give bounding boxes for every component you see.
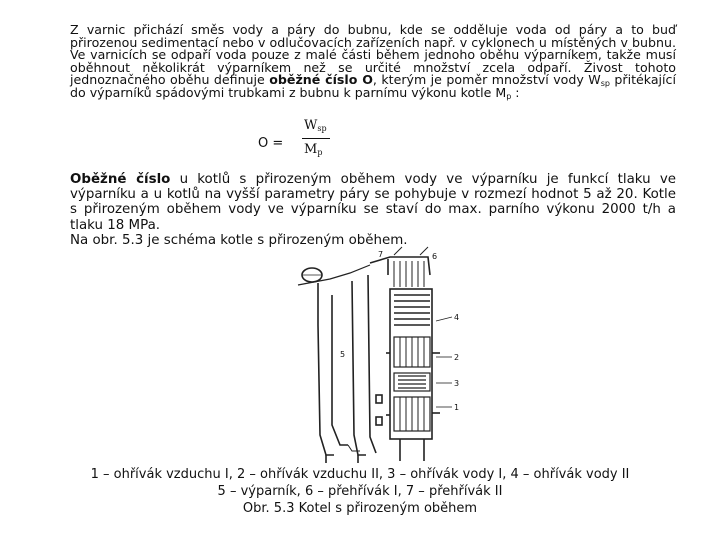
economizer-ii [394, 295, 430, 325]
formula-denominator: $M_p$ [304, 142, 323, 157]
intro-text: Z varnic přichází směs vody a páry do bubnu, kde se odděluje voda od páry a to buď přirozenou sedimentací nebo v odlučovacích zařízeních např. v cyklonech u místěných v bubnu. Ve varnicích se odpaří voda pouze z malé části během jednoho oběhu výparníkem, takže musí oběhnout několikrát výparníkem než se určité množství zcela odpaří. Živost tohoto jednoznačného oběhu definuje [70, 22, 676, 88]
label-5: 5 [340, 350, 346, 359]
term-circulation-number: oběžné číslo O [269, 72, 373, 88]
economizer-i [394, 373, 430, 391]
figure-reference-text: Na obr. 5.3 je schéma kotle s přirozeným oběhem. [70, 232, 408, 248]
intro-text-flow: přitékající do výparníků spádovými trubkami z bubnu k parnímu výkonu kotle M [70, 72, 676, 100]
label-3: 3 [454, 379, 460, 388]
paragraph-circulation-intro [70, 24, 676, 100]
formula-circulation-number [258, 118, 338, 168]
label-2: 2 [454, 353, 460, 362]
convection-pass [390, 289, 432, 439]
label-1: 1 [454, 403, 460, 412]
furnace-right-wall [352, 281, 366, 455]
boiler-schematic [290, 245, 470, 463]
caption-legend-line-1: 1 – ohřívák vzduchu I, 2 – ohřívák vzduchu II, 3 – ohřívák vody I, 4 – ohřívák vody II [90, 467, 630, 482]
formula-lhs: O = [258, 136, 284, 151]
label-7: 7 [378, 250, 384, 259]
subscript-sp: sp [600, 79, 610, 89]
label-6: 6 [432, 252, 438, 261]
label-4: 4 [454, 313, 460, 322]
fraction-bar [302, 138, 330, 139]
term-circulation-number-2: Oběžné číslo [70, 172, 171, 187]
subscript-p: p [506, 91, 512, 101]
values-text: u kotlů s přirozeným oběhem vody ve výparníku je funkcí tlaku ve výparníku a u kotlů na vyšší parametry páry se pohybuje v rozmezí hodnot 5 až 20. Kotle s přirozeným oběhem vody ve výparníku se staví do max. parního výkonu 2000 t/h a tlaku 18 MPa. [70, 172, 676, 233]
caption-legend-line-2: 5 – výparník, 6 – přehřívák I, 7 – přehřívák II [217, 484, 503, 499]
figure-caption: Obr. 5.3 Kotel s přirozeným oběhem [242, 501, 478, 516]
burner [376, 395, 382, 403]
formula-numerator: $W_{sp}$ [304, 118, 327, 133]
intro-text-end: : [511, 84, 520, 100]
intro-text-ratio: , kterým je poměr množství vody W [372, 72, 601, 88]
paragraph-circulation-values [70, 172, 676, 248]
